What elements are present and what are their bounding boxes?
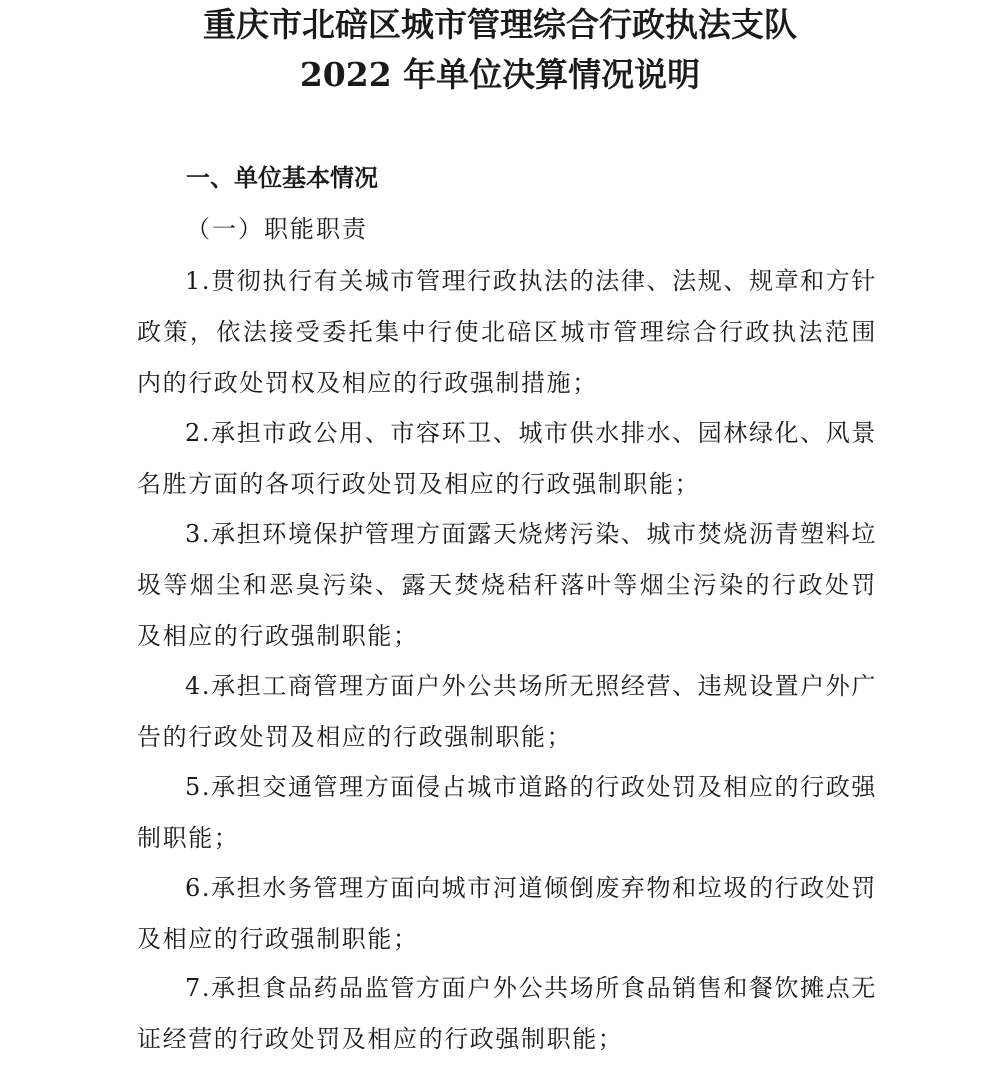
duty-paragraph-7: 7.承担食品药品监管方面户外公共场所食品销售和餐饮摊点无证经营的行政处罚及相应的行政强制职能； bbox=[137, 974, 877, 1053]
duty-paragraph-5: 5.承担交通管理方面侵占城市道路的行政处罚及相应的行政强制职能； bbox=[137, 773, 877, 852]
subsection-heading: （一）职能职责 bbox=[186, 215, 368, 243]
section-heading: 一、单位基本情况 bbox=[186, 164, 378, 192]
document-title-line-1: 重庆市北碚区城市管理综合行政执法支队 bbox=[203, 5, 797, 44]
duty-paragraph-1: 1.贯彻执行有关城市管理行政执法的法律、法规、规章和方针政策，依法接受委托集中行使北碚区城市管理综合行政执法范围内的行政处罚权及相应的行政强制措施； bbox=[137, 267, 877, 397]
duty-paragraph-3: 3.承担环境保护管理方面露天烧烤污染、城市焚烧沥青塑料垃圾等烟尘和恶臭污染、露天焚烧秸秆落叶等烟尘污染的行政处罚及相应的行政强制职能； bbox=[137, 520, 877, 650]
duty-paragraph-6: 6.承担水务管理方面向城市河道倾倒废弃物和垃圾的行政处罚及相应的行政强制职能； bbox=[137, 874, 877, 953]
duty-paragraph-2: 2.承担市政公用、市容环卫、城市供水排水、园林绿化、风景名胜方面的各项行政处罚及相应的行政强制职能； bbox=[137, 419, 877, 498]
document-title-line-2: 2022 年单位决算情况说明 bbox=[299, 55, 701, 94]
duty-paragraph-4: 4.承担工商管理方面户外公共场所无照经营、违规设置户外广告的行政处罚及相应的行政强制职能； bbox=[137, 672, 877, 751]
